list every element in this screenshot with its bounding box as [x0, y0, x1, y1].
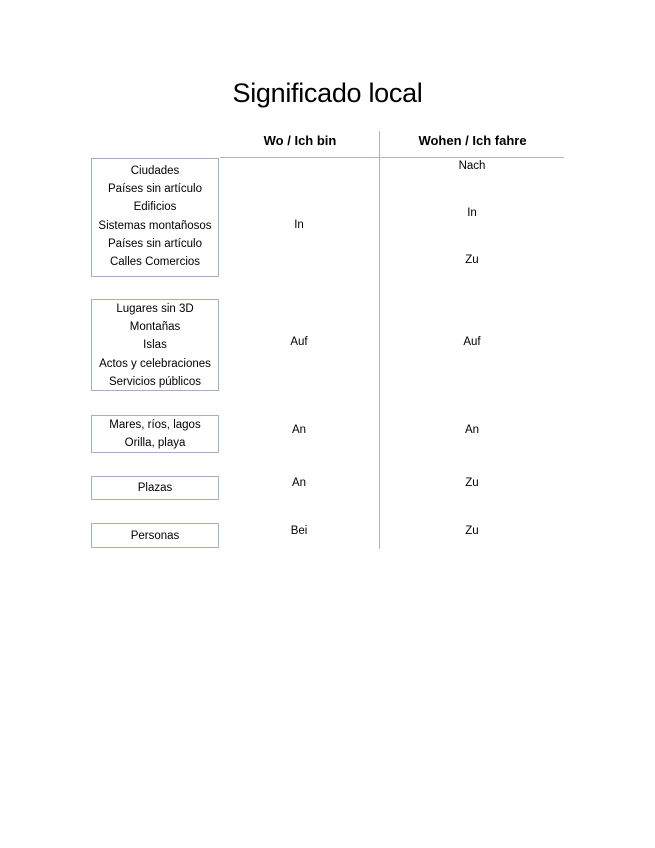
page-title: Significado local	[232, 78, 423, 108]
header-underline	[220, 157, 564, 158]
category-item: Calles Comercios	[109, 256, 201, 269]
category-item: Personas	[130, 530, 180, 542]
category-item: Plazas	[137, 482, 173, 494]
wohin-preposition-1c: Zu	[465, 254, 479, 266]
wohin-preposition-2: Auf	[463, 336, 481, 348]
category-item: Orilla, playa	[124, 437, 186, 450]
wo-preposition-5: Bei	[290, 525, 308, 537]
wohin-preposition-4: Zu	[465, 477, 479, 489]
wo-preposition-4: An	[291, 477, 307, 489]
wohin-preposition-5: Zu	[465, 525, 479, 537]
category-box-3	[91, 415, 219, 453]
wohin-preposition-1b: In	[467, 207, 477, 219]
column-divider	[379, 131, 380, 549]
category-item: Montañas	[129, 321, 181, 334]
category-item: Países sin artículo	[108, 237, 202, 250]
column-header-wo: Wo / Ich bin	[263, 133, 337, 148]
category-item: Islas	[143, 339, 167, 352]
category-item: Lugares sin 3D	[116, 303, 194, 315]
category-item: Mares, ríos, lagos	[109, 419, 201, 431]
category-item: Sistemas montañosos	[98, 219, 212, 232]
category-box-5	[91, 523, 219, 548]
wo-preposition-2: Auf	[290, 336, 308, 348]
category-box-4	[91, 476, 219, 500]
wohin-preposition-1a: Nach	[458, 160, 486, 172]
category-item: Edificios	[133, 201, 177, 214]
wo-preposition-1: In	[294, 219, 304, 231]
wohin-preposition-3: An	[464, 424, 480, 436]
category-item: Servicios públicos	[108, 375, 202, 388]
category-item: Países sin artículo	[108, 183, 202, 196]
category-box-2	[91, 299, 219, 391]
wo-preposition-3: An	[291, 424, 307, 436]
category-item: Actos y celebraciones	[99, 357, 211, 370]
category-item: Ciudades	[130, 165, 180, 177]
column-header-wohin: Wohen / Ich fahre	[418, 133, 527, 148]
category-box-1	[91, 158, 219, 277]
